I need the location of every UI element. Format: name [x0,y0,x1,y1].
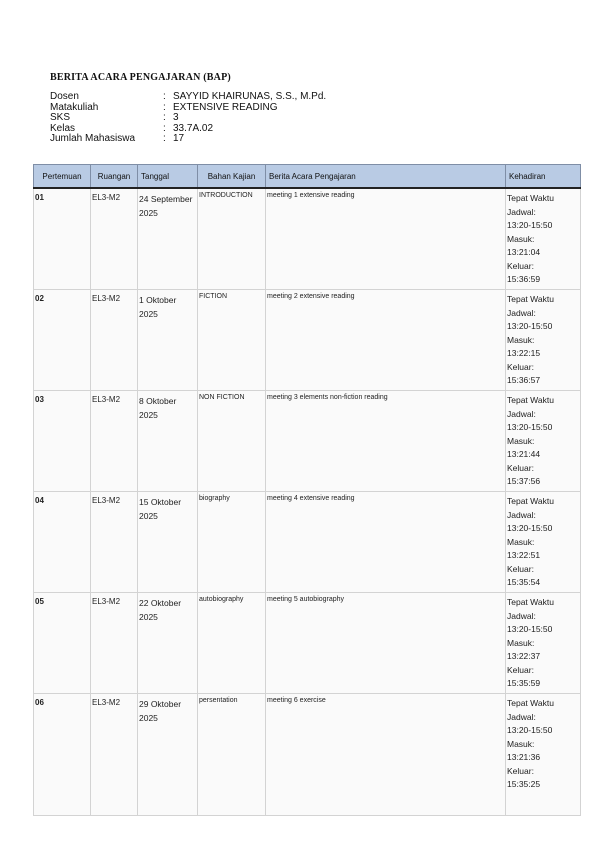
header-ruangan: Ruangan [91,165,138,189]
check-in-time: 13:21:04 [507,247,541,257]
cell-pertemuan: 02 [34,290,91,391]
schedule-time: 13:20-15:50 [507,725,553,735]
document-title: BERITA ACARA PENGAJARAN (BAP) [50,72,231,83]
info-row-dosen: Dosen : SAYYID KHAIRUNAS, S.S., M.Pd. [50,91,327,102]
cell-pertemuan: 03 [34,391,91,492]
header-kehadiran: Kehadiran [506,165,581,189]
table-row [34,188,581,290]
table-row [34,492,581,593]
header-pertemuan: Pertemuan [34,165,91,189]
schedule-label: Jadwal: [507,408,536,419]
check-in-label: Masuk: [507,536,535,547]
info-row-jumlah-mahasiswa: Jumlah Mahasiswa : 17 [50,133,185,144]
cell-tanggal: 22 Oktober 2025 [138,593,198,694]
check-in-label: Masuk: [507,334,535,345]
attendance-status: Tepat Waktu [507,294,554,304]
check-out-label: Keluar: [507,260,534,271]
cell-tanggal: 15 Oktober 2025 [138,492,198,593]
schedule-label: Jadwal: [507,610,536,621]
schedule-label: Jadwal: [507,711,536,722]
check-out-time: 15:36:59 [507,274,541,284]
cell-bahan-kajian: NON FICTION [198,391,266,492]
check-out-time: 15:35:54 [507,577,541,587]
table-row [34,290,581,391]
header-bahan-kajian: Bahan Kajian [198,165,266,189]
table-header-row [34,165,581,189]
info-label: Kelas [50,122,76,134]
check-out-label: Keluar: [507,361,534,372]
info-label: Jumlah Mahasiswa [50,133,136,144]
cell-pertemuan: 06 [34,694,91,816]
info-value: 33.7A.02 [173,122,214,134]
cell-tanggal: 24 September 2025 [138,188,198,290]
cell-pertemuan: 01 [34,188,91,290]
check-out-time: 15:37:56 [507,476,541,486]
cell-kehadiran [506,593,581,694]
check-in-time: 13:22:15 [507,348,541,358]
check-out-label: Keluar: [507,765,534,776]
cell-berita-acara: meeting 5 autobiography [266,593,506,694]
schedule-label: Jadwal: [507,509,536,520]
check-in-label: Masuk: [507,435,535,446]
schedule-time: 13:20-15:50 [507,321,553,331]
info-row-sks: SKS : 3 [50,112,179,123]
attendance-status: Tepat Waktu [507,597,554,607]
cell-ruangan: EL3-M2 [91,694,138,816]
cell-berita-acara: meeting 1 extensive reading [266,188,506,290]
cell-tanggal: 1 Oktober 2025 [138,290,198,391]
table-row [34,694,581,816]
info-value: EXTENSIVE READING [173,101,278,113]
check-in-time: 13:21:44 [507,449,541,459]
cell-bahan-kajian: FICTION [198,290,266,391]
check-out-time: 15:35:25 [507,779,541,789]
check-in-label: Masuk: [507,637,535,648]
cell-pertemuan: 05 [34,593,91,694]
table-row [34,391,581,492]
schedule-label: Jadwal: [507,307,536,318]
cell-kehadiran [506,188,581,290]
attendance-status: Tepat Waktu [507,193,554,203]
cell-ruangan: EL3-M2 [91,492,138,593]
info-label: SKS [50,112,71,123]
info-label: Matakuliah [50,101,99,113]
attendance-status: Tepat Waktu [507,496,554,506]
header-berita-acara: Berita Acara Pengajaran [266,165,506,189]
info-row-kelas: Kelas : 33.7A.02 [50,122,214,134]
info-label: Dosen [50,91,79,102]
schedule-time: 13:20-15:50 [507,624,553,634]
bap-table [33,164,581,816]
check-out-label: Keluar: [507,462,534,473]
check-in-label: Masuk: [507,233,535,244]
cell-bahan-kajian: autobiography [198,593,266,694]
check-out-time: 15:36:57 [507,375,541,385]
header-tanggal: Tanggal [138,165,198,189]
check-in-time: 13:22:51 [507,550,541,560]
cell-tanggal: 29 Oktober 2025 [138,694,198,816]
course-info [50,92,326,145]
schedule-time: 13:20-15:50 [507,523,553,533]
info-row-matakuliah: Matakuliah : EXTENSIVE READING [50,101,278,113]
check-out-time: 15:35:59 [507,678,541,688]
schedule-time: 13:20-15:50 [507,220,553,230]
cell-kehadiran [506,492,581,593]
schedule-time: 13:20-15:50 [507,422,553,432]
cell-tanggal: 8 Oktober 2025 [138,391,198,492]
cell-kehadiran [506,694,581,816]
info-value: SAYYID KHAIRUNAS, S.S., M.Pd. [173,91,327,102]
check-in-time: 13:22:37 [507,651,541,661]
check-in-time: 13:21:36 [507,752,541,762]
cell-ruangan: EL3-M2 [91,290,138,391]
info-value: 17 [173,133,185,144]
cell-bahan-kajian: INTRODUCTION [198,188,266,290]
check-out-label: Keluar: [507,664,534,675]
cell-ruangan: EL3-M2 [91,188,138,290]
attendance-status: Tepat Waktu [507,698,554,708]
schedule-label: Jadwal: [507,206,536,217]
cell-bahan-kajian: biography [198,492,266,593]
cell-pertemuan: 04 [34,492,91,593]
info-value: 3 [173,112,179,123]
cell-kehadiran [506,391,581,492]
cell-bahan-kajian: persentation [198,694,266,816]
cell-berita-acara: meeting 6 exercise [266,694,506,816]
cell-berita-acara: meeting 3 elements non-fiction reading [266,391,506,492]
table-row [34,593,581,694]
cell-kehadiran [506,290,581,391]
cell-berita-acara: meeting 2 extensive reading [266,290,506,391]
cell-ruangan: EL3-M2 [91,593,138,694]
check-out-label: Keluar: [507,563,534,574]
cell-ruangan: EL3-M2 [91,391,138,492]
check-in-label: Masuk: [507,738,535,749]
attendance-status: Tepat Waktu [507,395,554,405]
cell-berita-acara: meeting 4 extensive reading [266,492,506,593]
